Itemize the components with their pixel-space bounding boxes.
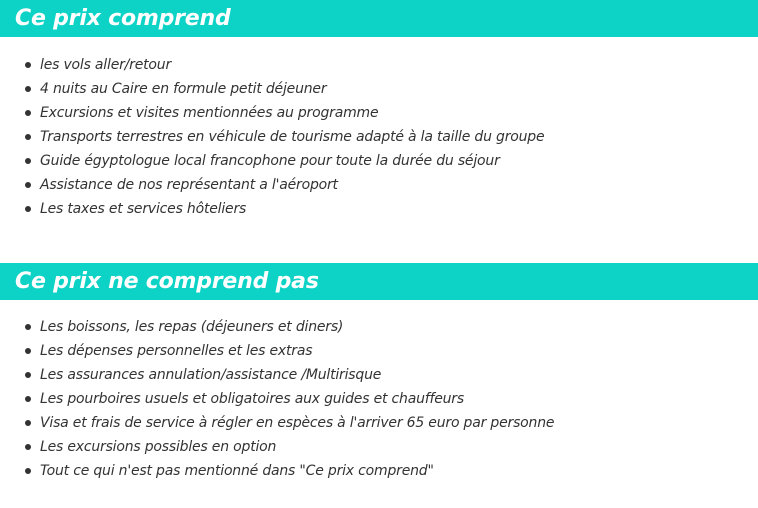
list-item-text: Les dépenses personnelles et les extras <box>40 343 313 359</box>
list-item <box>0 459 758 483</box>
list-item <box>0 435 758 459</box>
list-item <box>0 53 758 77</box>
bullet-icon <box>25 372 31 378</box>
bullet-icon <box>25 134 31 140</box>
list-item <box>0 197 758 221</box>
bullet-icon <box>25 324 31 330</box>
list-item-text: Les taxes et services hôteliers <box>40 201 247 217</box>
list-item-text: Les boissons, les repas (déjeuners et diners) <box>40 319 344 335</box>
bullet-icon <box>25 158 31 164</box>
bullet-icon <box>25 396 31 402</box>
list-item <box>0 101 758 125</box>
bullet-icon <box>25 348 31 354</box>
list-item-text: Excursions et visites mentionnées au programme <box>40 105 379 121</box>
list-item-text: les vols aller/retour <box>40 57 172 73</box>
list-item-text: Tout ce qui n'est pas mentionné dans "Ce prix comprend" <box>40 463 434 479</box>
list-item-text: Guide égyptologue local francophone pour toute la durée du séjour <box>40 153 500 169</box>
bullet-icon <box>25 182 31 188</box>
list-item <box>0 387 758 411</box>
excluded-title: Ce prix ne comprend pas <box>0 263 758 300</box>
included-list <box>0 37 758 221</box>
list-item-text: Transports terrestres en véhicule de tourisme adapté à la taille du groupe <box>40 129 545 145</box>
list-item-text: Les pourboires usuels et obligatoires aux guides et chauffeurs <box>40 391 464 407</box>
included-title: Ce prix comprend <box>0 0 758 37</box>
bullet-icon <box>25 62 31 68</box>
list-item-text: 4 nuits au Caire en formule petit déjeuner <box>40 81 327 97</box>
bullet-icon <box>25 420 31 426</box>
list-item <box>0 173 758 197</box>
bullet-icon <box>25 468 31 474</box>
bullet-icon <box>25 110 31 116</box>
list-item <box>0 125 758 149</box>
list-item <box>0 339 758 363</box>
list-item-text: Assistance de nos représentant a l'aéroport <box>40 177 338 193</box>
list-item <box>0 411 758 435</box>
list-item <box>0 363 758 387</box>
list-item-text: Visa et frais de service à régler en espèces à l'arriver 65 euro par personne <box>40 415 555 431</box>
bullet-icon <box>25 86 31 92</box>
excluded-list <box>0 300 758 483</box>
included-section <box>0 0 758 221</box>
excluded-section <box>0 263 758 483</box>
list-item-text: Les assurances annulation/assistance /Multirisque <box>40 367 382 383</box>
list-item <box>0 149 758 173</box>
list-item-text: Les excursions possibles en option <box>40 439 277 455</box>
bullet-icon <box>25 444 31 450</box>
list-item <box>0 77 758 101</box>
list-item <box>0 315 758 339</box>
bullet-icon <box>25 206 31 212</box>
